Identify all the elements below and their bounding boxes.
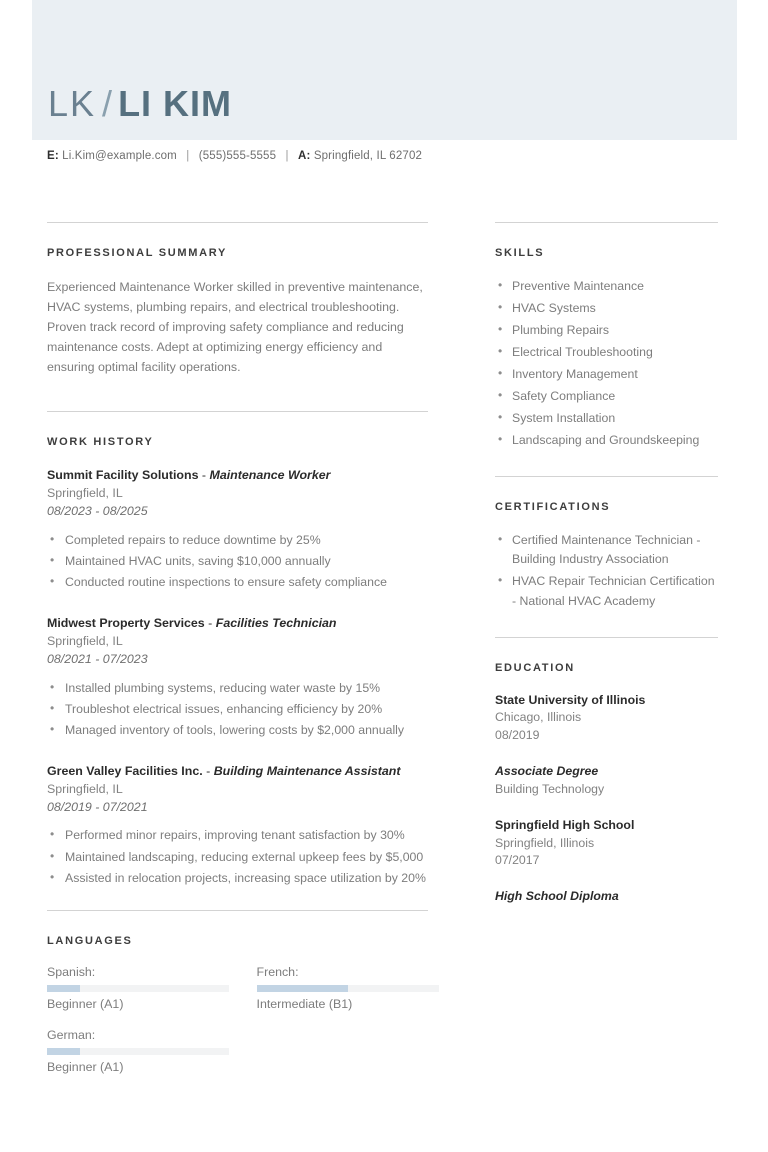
skill-item: • System Installation	[495, 409, 718, 428]
header-band	[32, 0, 737, 140]
work-location: Springfield, IL	[47, 633, 123, 648]
education-entry	[495, 888, 718, 906]
email-label: E:	[47, 150, 59, 162]
education-entry	[495, 692, 718, 745]
skill-item: • Plumbing Repairs	[495, 321, 718, 340]
work-company: Green Valley Facilities Inc.	[47, 763, 203, 778]
professional-summary-heading: PROFESSIONAL SUMMARY	[47, 247, 228, 259]
work-job-title: Facilities Technician	[215, 616, 337, 631]
education-entry	[495, 763, 718, 799]
work-entry	[47, 466, 428, 592]
left-column	[47, 222, 428, 1093]
work-bullet: • Conducted routine inspections to ensure safety compliance	[47, 573, 428, 592]
work-dash: -	[208, 616, 213, 631]
work-bullet: • Troubleshot electrical issues, enhancing efficiency by 20%	[47, 700, 428, 719]
work-dates: 08/2019 - 07/2021	[47, 799, 148, 814]
language-level: Beginner (A1)	[47, 996, 124, 1011]
language-proficiency-fill	[257, 985, 348, 992]
work-dash: -	[206, 763, 211, 778]
skill-item: • Inventory Management	[495, 365, 718, 384]
section-divider	[47, 411, 428, 412]
work-bullet-list	[47, 679, 428, 740]
skills-list	[495, 277, 718, 450]
work-bullet-list	[47, 826, 428, 887]
initials-text: LK	[48, 83, 97, 124]
work-entry	[47, 762, 428, 888]
education-degree: Associate Degree	[495, 764, 599, 779]
certification-item: • HVAC Repair Technician Certification - National HVAC Academy	[495, 572, 718, 610]
full-name-text: LI KIM	[118, 83, 233, 124]
section-skills	[495, 222, 718, 450]
skill-item: • HVAC Systems	[495, 299, 718, 318]
language-name: German:	[47, 1027, 96, 1042]
section-divider	[495, 476, 718, 477]
work-dash: -	[201, 468, 207, 483]
work-entry-header	[47, 614, 428, 633]
section-certifications	[495, 476, 718, 610]
language-item	[47, 1028, 238, 1074]
section-divider	[47, 910, 428, 911]
work-company: Midwest Property Services	[47, 616, 205, 631]
education-field: Building Technology	[495, 781, 605, 796]
language-proficiency-bar	[257, 985, 439, 992]
education-school: State University of Illinois	[495, 692, 646, 707]
work-bullet: • Performed minor repairs, improving tenant satisfaction by 30%	[47, 826, 428, 845]
language-proficiency-bar	[47, 1048, 229, 1055]
section-professional-summary	[47, 222, 428, 377]
work-entry-header	[47, 466, 428, 485]
work-bullet: • Maintained HVAC units, saving $10,000 annually	[47, 552, 428, 571]
work-job-title: Maintenance Worker	[209, 468, 331, 483]
work-bullet: • Installed plumbing systems, reducing water waste by 15%	[47, 679, 428, 698]
language-level: Beginner (A1)	[47, 1059, 124, 1074]
work-entry	[47, 614, 428, 740]
education-location: Chicago, Illinois	[495, 710, 582, 725]
certification-item: • Certified Maintenance Technician - Building Industry Association	[495, 531, 718, 569]
section-languages	[47, 910, 428, 1091]
contact-line	[47, 150, 422, 162]
skill-item: • Safety Compliance	[495, 387, 718, 406]
section-divider	[47, 222, 428, 223]
section-divider	[495, 637, 718, 638]
language-proficiency-fill	[47, 1048, 80, 1055]
work-entry-header	[47, 762, 428, 781]
language-proficiency-fill	[47, 985, 80, 992]
address-label: A:	[298, 150, 311, 162]
section-education	[495, 637, 718, 906]
education-heading: EDUCATION	[495, 661, 575, 674]
phone-value[interactable]: (555)555-5555	[198, 150, 277, 162]
language-item	[238, 965, 429, 1011]
section-work-history	[47, 411, 428, 887]
education-date: 07/2017	[495, 853, 540, 868]
work-bullet: • Managed inventory of tools, lowering costs by $2,000 annually	[47, 721, 428, 740]
name-heading	[48, 83, 233, 124]
work-bullet: • Completed repairs to reduce downtime by 25%	[47, 531, 428, 550]
certifications-heading: CERTIFICATIONS	[495, 501, 611, 514]
education-degree: High School Diploma	[495, 889, 619, 904]
skill-item: • Electrical Troubleshooting	[495, 343, 718, 362]
work-location: Springfield, IL	[47, 781, 123, 796]
work-bullet: • Assisted in relocation projects, increasing space utilization by 20%	[47, 869, 428, 888]
language-level: Intermediate (B1)	[256, 996, 353, 1011]
work-dates: 08/2023 - 08/2025	[47, 504, 148, 519]
language-proficiency-bar	[47, 985, 229, 992]
work-history-heading: WORK HISTORY	[47, 436, 154, 449]
work-company: Summit Facility Solutions	[47, 468, 199, 483]
email-value[interactable]: Li.Kim@example.com	[62, 150, 177, 162]
professional-summary-text: Experienced Maintenance Worker skilled in preventive maintenance, HVAC systems, plumbing repairs, and electrical troubleshooting. Proven track record of improving safety compliance and reducing maintenance costs. Adept at optimizing energy efficiency and ensuring optimal facility operations.	[47, 280, 423, 375]
language-name: Spanish:	[47, 964, 96, 979]
skills-heading: SKILLS	[495, 247, 545, 259]
education-date: 08/2019	[495, 728, 540, 743]
work-location: Springfield, IL	[47, 486, 123, 501]
certifications-list	[495, 531, 718, 610]
education-school: Springfield High School	[495, 817, 635, 832]
work-bullet-list	[47, 531, 428, 592]
languages-grid	[47, 965, 428, 1091]
contact-separator-2: |	[285, 150, 289, 162]
language-item	[47, 965, 238, 1011]
work-dates: 08/2021 - 07/2023	[47, 651, 148, 666]
work-job-title: Building Maintenance Assistant	[213, 763, 401, 778]
right-column	[495, 222, 718, 924]
education-entry	[495, 817, 718, 870]
skill-item: • Preventive Maintenance	[495, 277, 718, 296]
languages-heading: LANGUAGES	[47, 934, 133, 947]
education-location: Springfield, Illinois	[495, 835, 595, 850]
work-bullet: • Maintained landscaping, reducing external upkeep fees by $5,000	[47, 848, 428, 867]
language-name: French:	[256, 964, 299, 979]
section-divider	[495, 222, 718, 223]
name-separator: /	[102, 83, 113, 124]
contact-separator-1: |	[186, 150, 190, 162]
address-value: Springfield, IL 62702	[313, 150, 423, 162]
skill-item: • Landscaping and Groundskeeping	[495, 431, 718, 450]
